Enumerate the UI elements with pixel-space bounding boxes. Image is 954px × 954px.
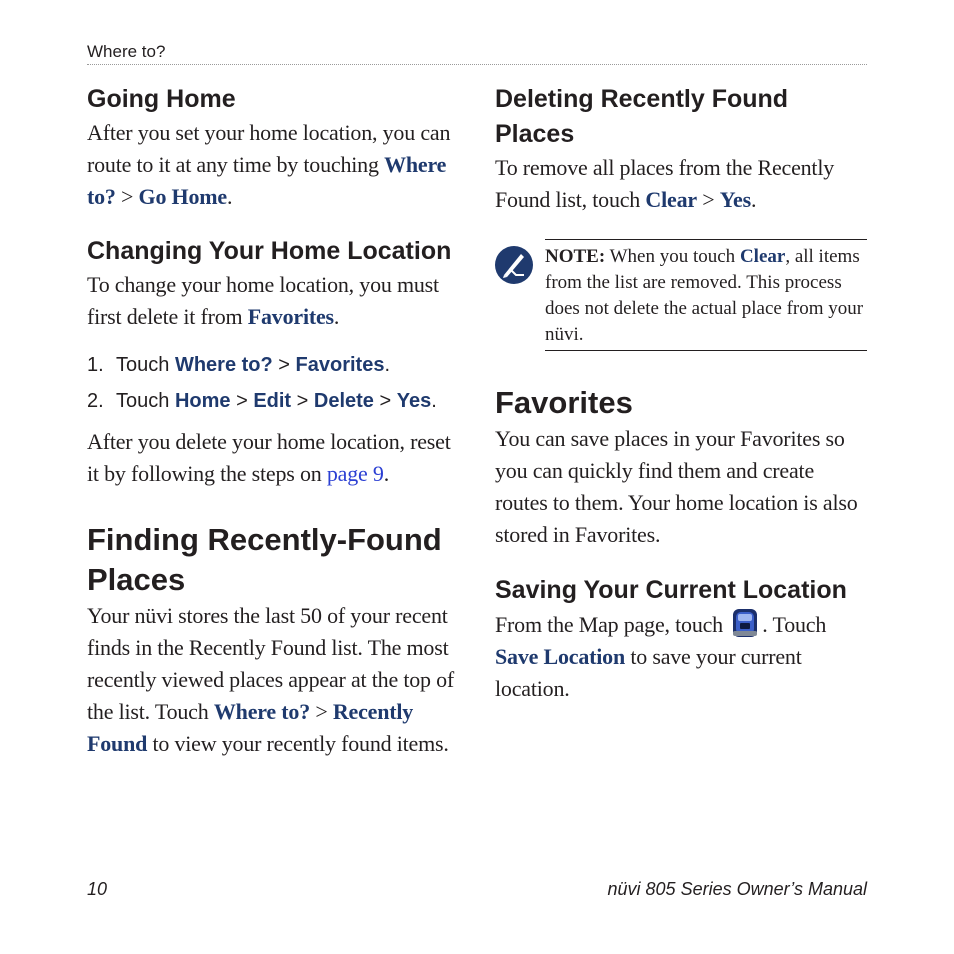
period: . <box>383 461 390 486</box>
steps-list <box>87 347 462 419</box>
saving-paragraph <box>495 608 867 705</box>
note-text-part: When you touch <box>605 246 740 267</box>
note-text <box>545 244 867 348</box>
favorites-paragraph: You can save places in your Favorites so you can quickly find them and create routes to them. Your home location is also stored in Favorites. <box>495 426 858 547</box>
deleting-paragraph <box>495 152 867 216</box>
finding-recent-paragraph <box>87 600 462 760</box>
note-label: NOTE: <box>545 246 606 267</box>
after-delete-text: After you delete your home location, reset it by following the steps on <box>87 429 451 486</box>
where-to-keyword: Where to? <box>213 699 311 724</box>
header-divider <box>87 64 867 65</box>
favorites-heading: Favorites <box>495 385 633 420</box>
going-home-paragraph <box>87 117 462 213</box>
save-location-keyword: Save Location <box>495 644 626 669</box>
saving-text-end: to save your current location. <box>495 644 802 701</box>
finding-recent-heading: Finding Recently-Found Places <box>87 522 442 597</box>
page-9-link[interactable]: page 9 <box>326 461 384 486</box>
finding-recent-text-end: to view your recently found items. <box>147 731 449 756</box>
step-keyword: Delete <box>313 390 374 412</box>
step-keyword: Edit <box>253 390 292 412</box>
clear-keyword: Clear <box>739 246 786 267</box>
note-text-part: , all items from the list are removed. This process does not delete the actual place from your nüvi. <box>545 246 864 345</box>
going-home-text: After you set your home location, you can route to it at any time by touching <box>87 120 451 177</box>
step-prefix: Touch <box>116 390 175 412</box>
manual-title: nüvi 805 Series Owner’s Manual <box>607 879 867 899</box>
deleting-heading: Deleting Recently Found Places <box>495 85 789 148</box>
step-keyword: Yes <box>396 390 432 412</box>
clear-keyword: Clear <box>645 187 697 212</box>
favorites-keyword: Favorites <box>247 304 334 329</box>
period: . <box>226 184 233 209</box>
period: . <box>750 187 757 212</box>
page-number: 10 <box>87 879 108 899</box>
separator: > <box>696 187 720 212</box>
step-item <box>87 383 462 419</box>
step-number: 1. <box>87 354 104 376</box>
pencil-note-icon <box>494 245 534 285</box>
right-column <box>495 82 867 705</box>
period: . <box>333 304 340 329</box>
step-keyword: Favorites <box>295 354 385 376</box>
going-home-heading: Going Home <box>87 85 236 113</box>
go-home-keyword: Go Home <box>138 184 227 209</box>
after-delete-paragraph <box>87 426 462 490</box>
step-prefix: Touch <box>116 354 175 376</box>
note-box <box>545 239 867 351</box>
separator: > <box>310 699 333 724</box>
separator: > <box>115 184 139 209</box>
step-text: Touch Where to? > Favorites. <box>116 354 391 376</box>
vehicle-icon <box>730 608 760 638</box>
yes-keyword: Yes <box>719 187 751 212</box>
where-to-keyword: Where to? <box>87 152 447 209</box>
step-number: 2. <box>87 390 104 412</box>
recently-found-keyword: Recently Found <box>87 699 414 756</box>
saving-text: From the Map page, touch <box>495 612 729 637</box>
changing-home-paragraph <box>87 269 462 333</box>
saving-text: . Touch <box>762 612 827 637</box>
saving-heading: Saving Your Current Location <box>495 576 847 604</box>
step-text: Touch Home > Edit > Delete > Yes. <box>116 390 437 412</box>
step-keyword: Where to? <box>174 354 273 376</box>
finding-recent-text: Your nüvi stores the last 50 of your recent finds in the Recently Found list. The most recently viewed places appear at the top of the list. Touch <box>87 603 455 724</box>
step-keyword: Home <box>174 390 231 412</box>
changing-home-text: To change your home location, you must first delete it from <box>87 272 439 329</box>
left-column <box>87 82 462 760</box>
changing-home-heading: Changing Your Home Location <box>87 237 452 265</box>
step-item <box>87 347 462 383</box>
deleting-text: To remove all places from the Recently Found list, touch <box>495 155 835 212</box>
running-header: Where to? <box>87 42 166 61</box>
